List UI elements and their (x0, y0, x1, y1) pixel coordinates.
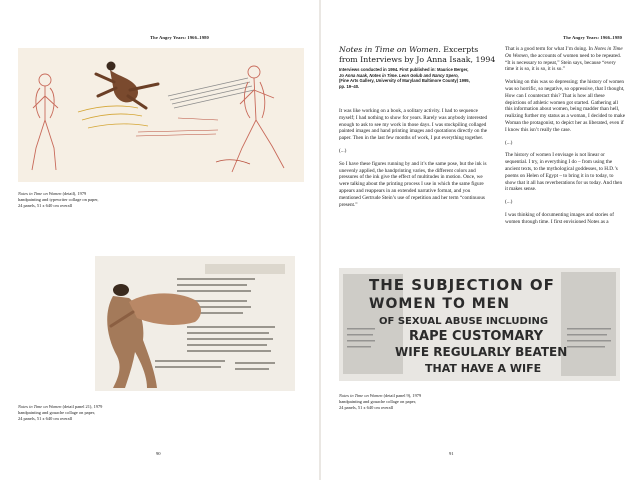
caption-date: (detail panel 9), 1979 (382, 393, 422, 398)
caption-top (18, 191, 99, 209)
caption-dimensions: 24 panels, 51 x 640 cm overall (339, 405, 394, 410)
collage-line: OF SEXUAL ABUSE INCLUDING (379, 316, 549, 327)
collage-line: WIFE REGULARLY BEATEN (395, 345, 568, 359)
collage-line: RAPE CUSTOMARY (409, 329, 544, 344)
collage-line: THAT HAVE A WIFE (425, 362, 542, 375)
text-column-2 (505, 46, 625, 232)
essay-title-italic: Notes in Time on Women. (339, 45, 441, 54)
ellipsis-break: (...) (505, 199, 513, 206)
caption-dimensions: 24 panels, 51 x 640 cm overall (18, 203, 73, 208)
ellipsis-break: (...) (339, 147, 347, 154)
artwork-panel-9 (339, 268, 620, 381)
source-note-line: Interviews conducted in 1994. First published in: Maurice Berger, (339, 67, 469, 72)
text-column-1 (339, 108, 491, 214)
caption-dimensions: 24 panels, 51 x 640 cm overall (18, 416, 73, 421)
paragraph: It was like working on a book, a solitary activity. I had to sequence myself; I had nothing to show for years. Rarely was anybody interested enough to ask to see my work in those days. I was stockpiling collaged painted images and hand printing images and quotations directly on the paper. Then in the last few months of work, I put everything together. (339, 108, 488, 142)
essay-title-rest: Excerpts from Interviews by Jo Anna Isaak, 1994 (339, 45, 496, 64)
caption-medium: handpainting and gouache collage on paper, (18, 410, 96, 415)
source-note-line: Jo Anna Isaak, Notes in Time. Leon Golub and Nancy Spero, (339, 72, 459, 78)
caption-date: (detail panel 21), 1979 (61, 404, 103, 409)
source-note-line: (Fine Arts Gallery, University of Maryland Baltimore County) 1995, (339, 78, 470, 84)
caption-bottom (18, 404, 102, 422)
paragraph (505, 46, 625, 73)
caption-medium: handpainting and typewriter collage on paper, (18, 197, 99, 202)
collage-line: THE SUBJECTION OF (369, 276, 555, 294)
left-page (0, 0, 319, 480)
paragraph: The history of women I envisage is not linear or sequential. I try, in everything I do – from using the ancient texts, to the mythological goddesses, to H.D.’s poems on Helen of Egypt – to bring it in to today, to show that it all has reverberations for us today. And then it makes sense. (505, 152, 623, 193)
caption-right (339, 393, 421, 411)
panel-9-collage (339, 268, 620, 381)
right-page (321, 0, 640, 480)
page-number: 90 (156, 451, 161, 456)
artwork-runners (18, 48, 304, 182)
panel-21-illustration (95, 256, 295, 391)
collage-line: WOMEN TO MEN (369, 296, 510, 312)
paragraph: Working on this was so depressing; the history of women was so horrific, so negative, so oppressive, that I thought, How can I counteract this? That is how all these depictions of athletic women got started. Gathering all this information about women, being madder than hell, realizing further my status as a woman, I decided to make Woman the protagonist, to depict her as liberated, even if I know this isn’t really the case. (505, 79, 625, 133)
runners-illustration (18, 48, 304, 182)
running-head: The Angry Years: 1966–1980 (150, 35, 209, 40)
paragraph: So I have these figures running by and it’s the same pose, but the ink is unevenly applied, the handprinting varies, the different colors and pressures of the ink give the effect of multitudes in motion. Once, we were talking about the printing process I use in which the same figure appears and reappears in an extended narrative format, and you mentioned Gertrude Stein’s use of repetition and her term “continuous present.” (339, 160, 487, 208)
caption-title: Notes in Time on Women (18, 191, 62, 196)
page-number: 91 (449, 451, 454, 456)
paragraph: I was thinking of documenting images and stories of women through time. I first envisioned Notes as a (505, 211, 614, 225)
artwork-panel-21 (95, 256, 295, 391)
caption-title: Notes in Time on Women (18, 404, 62, 409)
source-note-line: pp. 19–40. (339, 83, 360, 89)
caption-title: Notes in Time on Women (339, 393, 383, 398)
essay-title (339, 45, 499, 65)
ellipsis-break: (...) (505, 139, 513, 146)
work-title: Notes in Time On Women (505, 46, 623, 59)
caption-medium: handpainting and gouache collage on paper, (339, 399, 417, 404)
paragraph-text: , the accounts of women need to be repeated. “It is necessary to repeat,” Stein says, because “every time it is so, it is so, it is so.” (505, 52, 622, 73)
paragraph-text: That is a good term for what I’m doing. In (505, 46, 595, 52)
running-head: The Angry Years: 1966–1980 (563, 35, 622, 40)
caption-date: (detail), 1979 (61, 191, 87, 196)
source-note (339, 67, 499, 89)
